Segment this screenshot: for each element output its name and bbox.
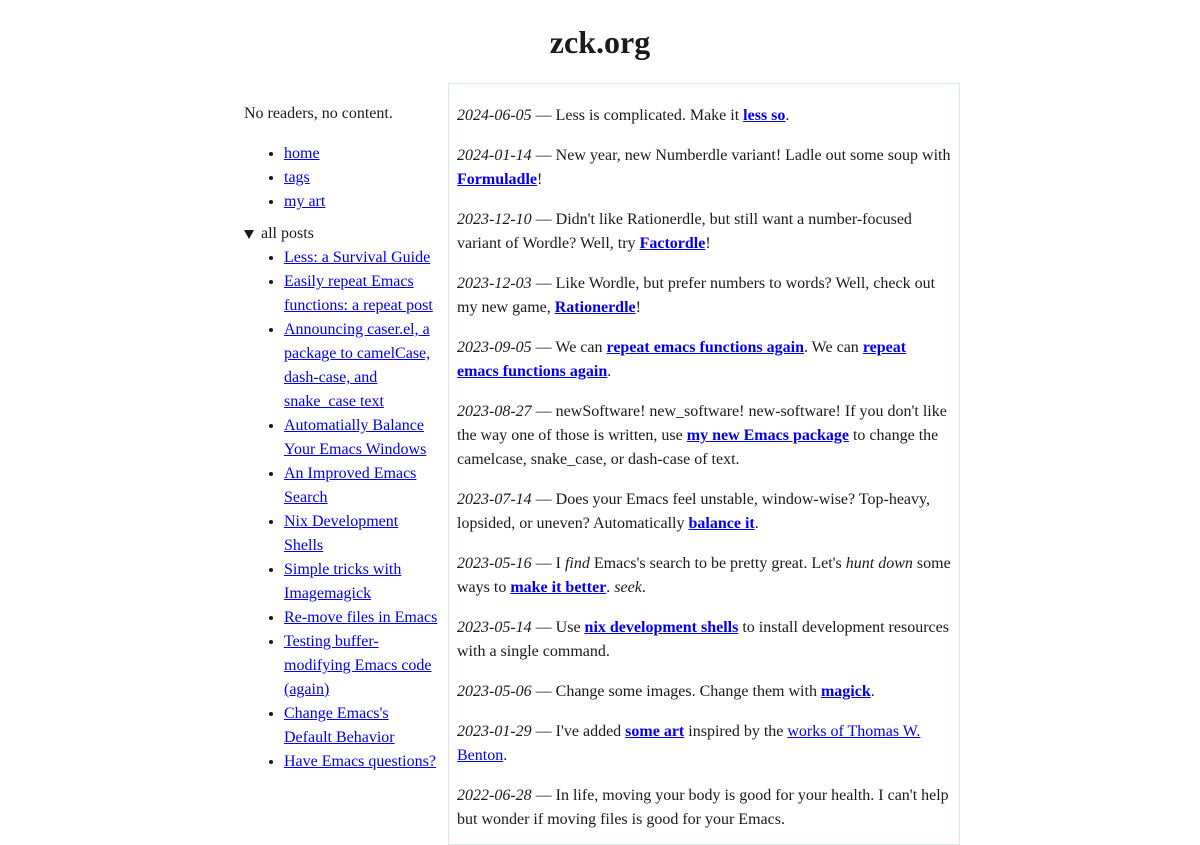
nav-link-my-art[interactable]: my art: [284, 193, 326, 210]
nav-link-home[interactable]: home: [284, 145, 320, 162]
entry-date: 2023-07-14: [457, 491, 532, 508]
entry-text: — Does your Emacs feel unstable, window-wise? Top-heavy, lopsided, or uneven? Automatically: [457, 491, 930, 532]
post-list-item: [284, 558, 440, 606]
entry-date: 2024-06-05: [457, 107, 532, 124]
entry-text: — I: [531, 555, 565, 572]
entry-link[interactable]: less so: [743, 107, 786, 124]
entry-link[interactable]: Factordle: [639, 235, 706, 252]
news-entry: [457, 272, 951, 320]
entry-date: 2023-05-06: [457, 683, 532, 700]
post-list-item: [284, 270, 440, 318]
news-entry: [457, 104, 951, 128]
post-link[interactable]: Easily repeat Emacs functions: a repeat post: [284, 273, 433, 314]
entry-date: 2023-01-29: [457, 723, 532, 740]
nav-link-tags[interactable]: tags: [284, 169, 310, 186]
entry-text: !: [635, 299, 641, 316]
entry-date: 2023-08-27: [457, 403, 532, 420]
post-list-item: [284, 414, 440, 462]
post-list-item: [284, 462, 440, 510]
post-link[interactable]: Nix Development Shells: [284, 513, 399, 554]
entry-date: 2022-06-28: [457, 787, 532, 804]
entry-date: 2023-05-14: [457, 619, 532, 636]
entry-text: — Like Wordle, but prefer numbers to words? Well, check out my new game,: [457, 275, 936, 316]
news-entry: [457, 400, 951, 472]
post-link[interactable]: Testing buffer-modifying Emacs code (again): [284, 633, 432, 698]
entry-text: inspired by the: [684, 723, 788, 740]
entry-link[interactable]: some art: [625, 723, 685, 740]
entry-text: — Didn't like Rationerdle, but still want a number-focused variant of Wordle? Well, try: [457, 211, 912, 252]
entry-text: .: [606, 579, 615, 596]
tagline: No readers, no content.: [244, 105, 393, 122]
disclosure-triangle-icon: [244, 230, 254, 239]
entry-text: .: [607, 363, 612, 380]
news-entry: [457, 336, 951, 384]
news-entry: [457, 208, 951, 256]
entry-link[interactable]: nix development shells: [584, 619, 739, 636]
entry-emphasis: seek: [614, 579, 642, 596]
post-list-item: [284, 318, 440, 414]
entry-emphasis: hunt down: [845, 555, 913, 572]
post-list-item: [284, 702, 440, 750]
post-list-item: [284, 510, 440, 558]
nav-list: [244, 142, 440, 214]
post-link[interactable]: Re-move files in Emacs: [284, 609, 438, 626]
entry-date: 2023-09-05: [457, 339, 532, 356]
news-entry: [457, 784, 951, 832]
entry-link[interactable]: magick: [820, 683, 871, 700]
entry-text: — Less is complicated. Make it: [531, 107, 744, 124]
entry-text: — New year, new Numberdle variant! Ladle out some soup with: [531, 147, 951, 164]
post-link[interactable]: Less: a Survival Guide: [284, 249, 431, 266]
post-link[interactable]: Have Emacs questions?: [284, 753, 436, 770]
news-entry: [457, 488, 951, 536]
entry-emphasis: find: [564, 555, 590, 572]
post-link[interactable]: Announcing caser.el, a package to camelCase, dash-case, and snake_case text: [284, 321, 431, 410]
entry-text: .: [785, 107, 790, 124]
entry-link[interactable]: make it better: [510, 579, 607, 596]
news-entry: [457, 144, 951, 192]
post-link[interactable]: Change Emacs's Default Behavior: [284, 705, 395, 746]
all-posts-toggle[interactable]: [244, 222, 440, 246]
entry-link[interactable]: repeat emacs functions again: [457, 339, 907, 380]
post-link[interactable]: Simple tricks with Imagemagick: [284, 561, 402, 602]
entry-text: to install development resources with a single command.: [457, 619, 949, 660]
entry-date: 2023-05-16: [457, 555, 532, 572]
nav-item: [284, 166, 440, 190]
sidebar: [244, 102, 440, 774]
post-link[interactable]: An Improved Emacs Search: [284, 465, 417, 506]
all-posts-label: all posts: [261, 225, 314, 242]
entry-text: . We can: [803, 339, 863, 356]
entry-text: — newSoftware! new_software! new-software! If you don't like the way one of those is written, use: [457, 403, 947, 444]
entry-text: !: [705, 235, 711, 252]
site-title: zck.org: [549, 24, 651, 60]
news-entry: [457, 552, 951, 600]
main-content: [448, 83, 960, 845]
entry-text: some ways to: [457, 555, 951, 596]
entry-link[interactable]: works of Thomas W. Benton: [457, 723, 921, 764]
entry-link[interactable]: balance it: [688, 515, 755, 532]
entry-text: .: [503, 747, 508, 764]
post-list-item: [284, 750, 440, 774]
entry-text: !: [537, 171, 543, 188]
nav-item: [284, 190, 440, 214]
news-entry: [457, 680, 951, 704]
entry-text: — I've added: [531, 723, 626, 740]
entry-link[interactable]: Formuladle: [457, 171, 537, 188]
entry-link[interactable]: Rationerdle: [554, 299, 636, 316]
post-list-item: [284, 246, 440, 270]
entry-date: 2023-12-10: [457, 211, 532, 228]
post-list-item: [284, 606, 440, 630]
entry-text: .: [754, 515, 759, 532]
entry-text: Emacs's search to be pretty great. Let's: [589, 555, 846, 572]
entry-text: — Change some images. Change them with: [531, 683, 821, 700]
entry-text: to change the camelcase, snake_case, or dash-case of text.: [457, 427, 939, 468]
entry-text: — Use: [531, 619, 585, 636]
post-link[interactable]: Automatially Balance Your Emacs Windows: [284, 417, 427, 458]
entry-text: — In life, moving your body is good for your health. I can't help but wonder if moving files is good for your Emacs.: [457, 787, 949, 828]
entry-text: .: [641, 579, 646, 596]
post-list-item: [284, 630, 440, 702]
entry-link[interactable]: my new Emacs package: [686, 427, 849, 444]
posts-list: [244, 246, 440, 774]
news-entry: [457, 720, 951, 768]
entry-text: .: [870, 683, 875, 700]
news-entry: [457, 616, 951, 664]
nav-item: [284, 142, 440, 166]
entry-date: 2024-01-14: [457, 147, 532, 164]
entry-link[interactable]: repeat emacs functions again: [606, 339, 804, 356]
entry-text: — We can: [531, 339, 607, 356]
entry-date: 2023-12-03: [457, 275, 532, 292]
